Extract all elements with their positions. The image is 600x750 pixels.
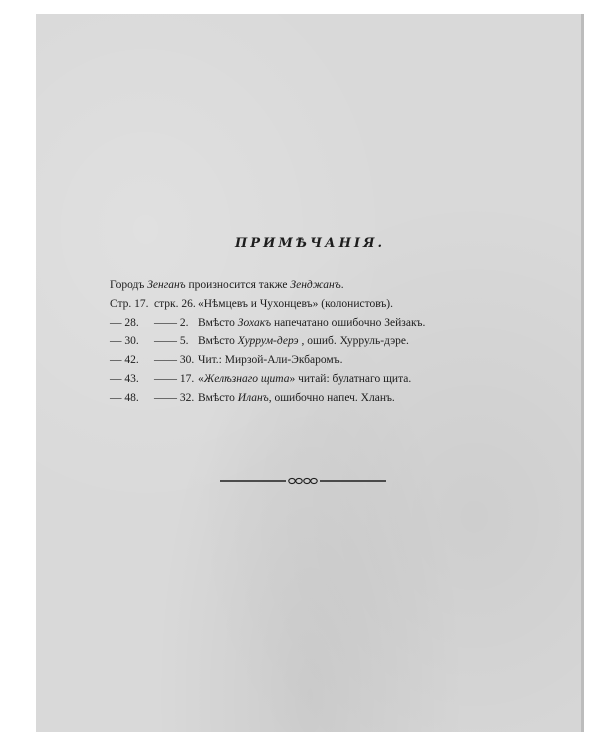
errata-list — [110, 276, 550, 408]
correction-text: Вмѣсто — [198, 391, 238, 404]
errata-row — [110, 314, 550, 333]
intro-line — [110, 276, 550, 295]
correction-text: Вмѣсто — [198, 335, 238, 348]
page-ref: — 28. — [110, 316, 139, 329]
line-ref: —— 17. — [154, 372, 195, 385]
intro-italic-1: Зенганъ — [147, 279, 186, 291]
correction-text: Вмѣсто — [198, 316, 238, 329]
correction-after: » читай: булатнаго щита. — [289, 372, 412, 385]
page-heading: ПРИМѢЧАНІЯ. — [235, 236, 385, 251]
page-ref: — 48. — [110, 391, 139, 404]
correction-italic: Желѣзнаго щита — [203, 372, 290, 385]
correction-text: «Нѣмцевъ и Чухонцевъ» (колонистовъ). — [198, 297, 393, 310]
line-ref: —— 30. — [154, 354, 195, 367]
page-ref: Стр. 17. — [110, 297, 149, 310]
line-ref: —— 2. — [154, 316, 189, 329]
page-ref: — 30. — [110, 335, 139, 348]
errata-row — [110, 351, 550, 370]
scanned-page — [36, 14, 584, 732]
correction-italic: Иланъ — [237, 391, 269, 404]
page-edge — [581, 14, 584, 732]
correction-after: напечатано ошибочно Зейзакъ. — [271, 316, 426, 329]
errata-row — [110, 389, 550, 408]
page-ref: — 42. — [110, 354, 139, 367]
intro-before: Городъ — [110, 279, 148, 291]
line-ref: стрк. 26. — [154, 297, 196, 310]
intro-italic-2: Зенджанъ — [290, 279, 341, 291]
ornamental-divider — [220, 476, 386, 486]
line-ref: —— 5. — [154, 335, 189, 348]
errata-row — [110, 332, 550, 351]
errata-row — [110, 370, 550, 389]
page-ref: — 43. — [110, 372, 139, 385]
correction-italic: Зохакъ — [237, 316, 272, 329]
correction-after: , ошибочно напеч. Хланъ. — [268, 391, 395, 404]
line-ref: —— 32. — [154, 391, 195, 404]
correction-italic: Хуррум-дерэ — [237, 335, 299, 348]
intro-middle: произносится также — [185, 279, 291, 291]
correction-after: , ошиб. Хурруль-дэре. — [298, 335, 409, 348]
intro-after: . — [340, 279, 344, 291]
errata-row — [110, 295, 550, 314]
correction-text: « — [198, 372, 204, 385]
correction-text: Чит.: Мирзой-Али-Экбаромъ. — [198, 354, 343, 367]
